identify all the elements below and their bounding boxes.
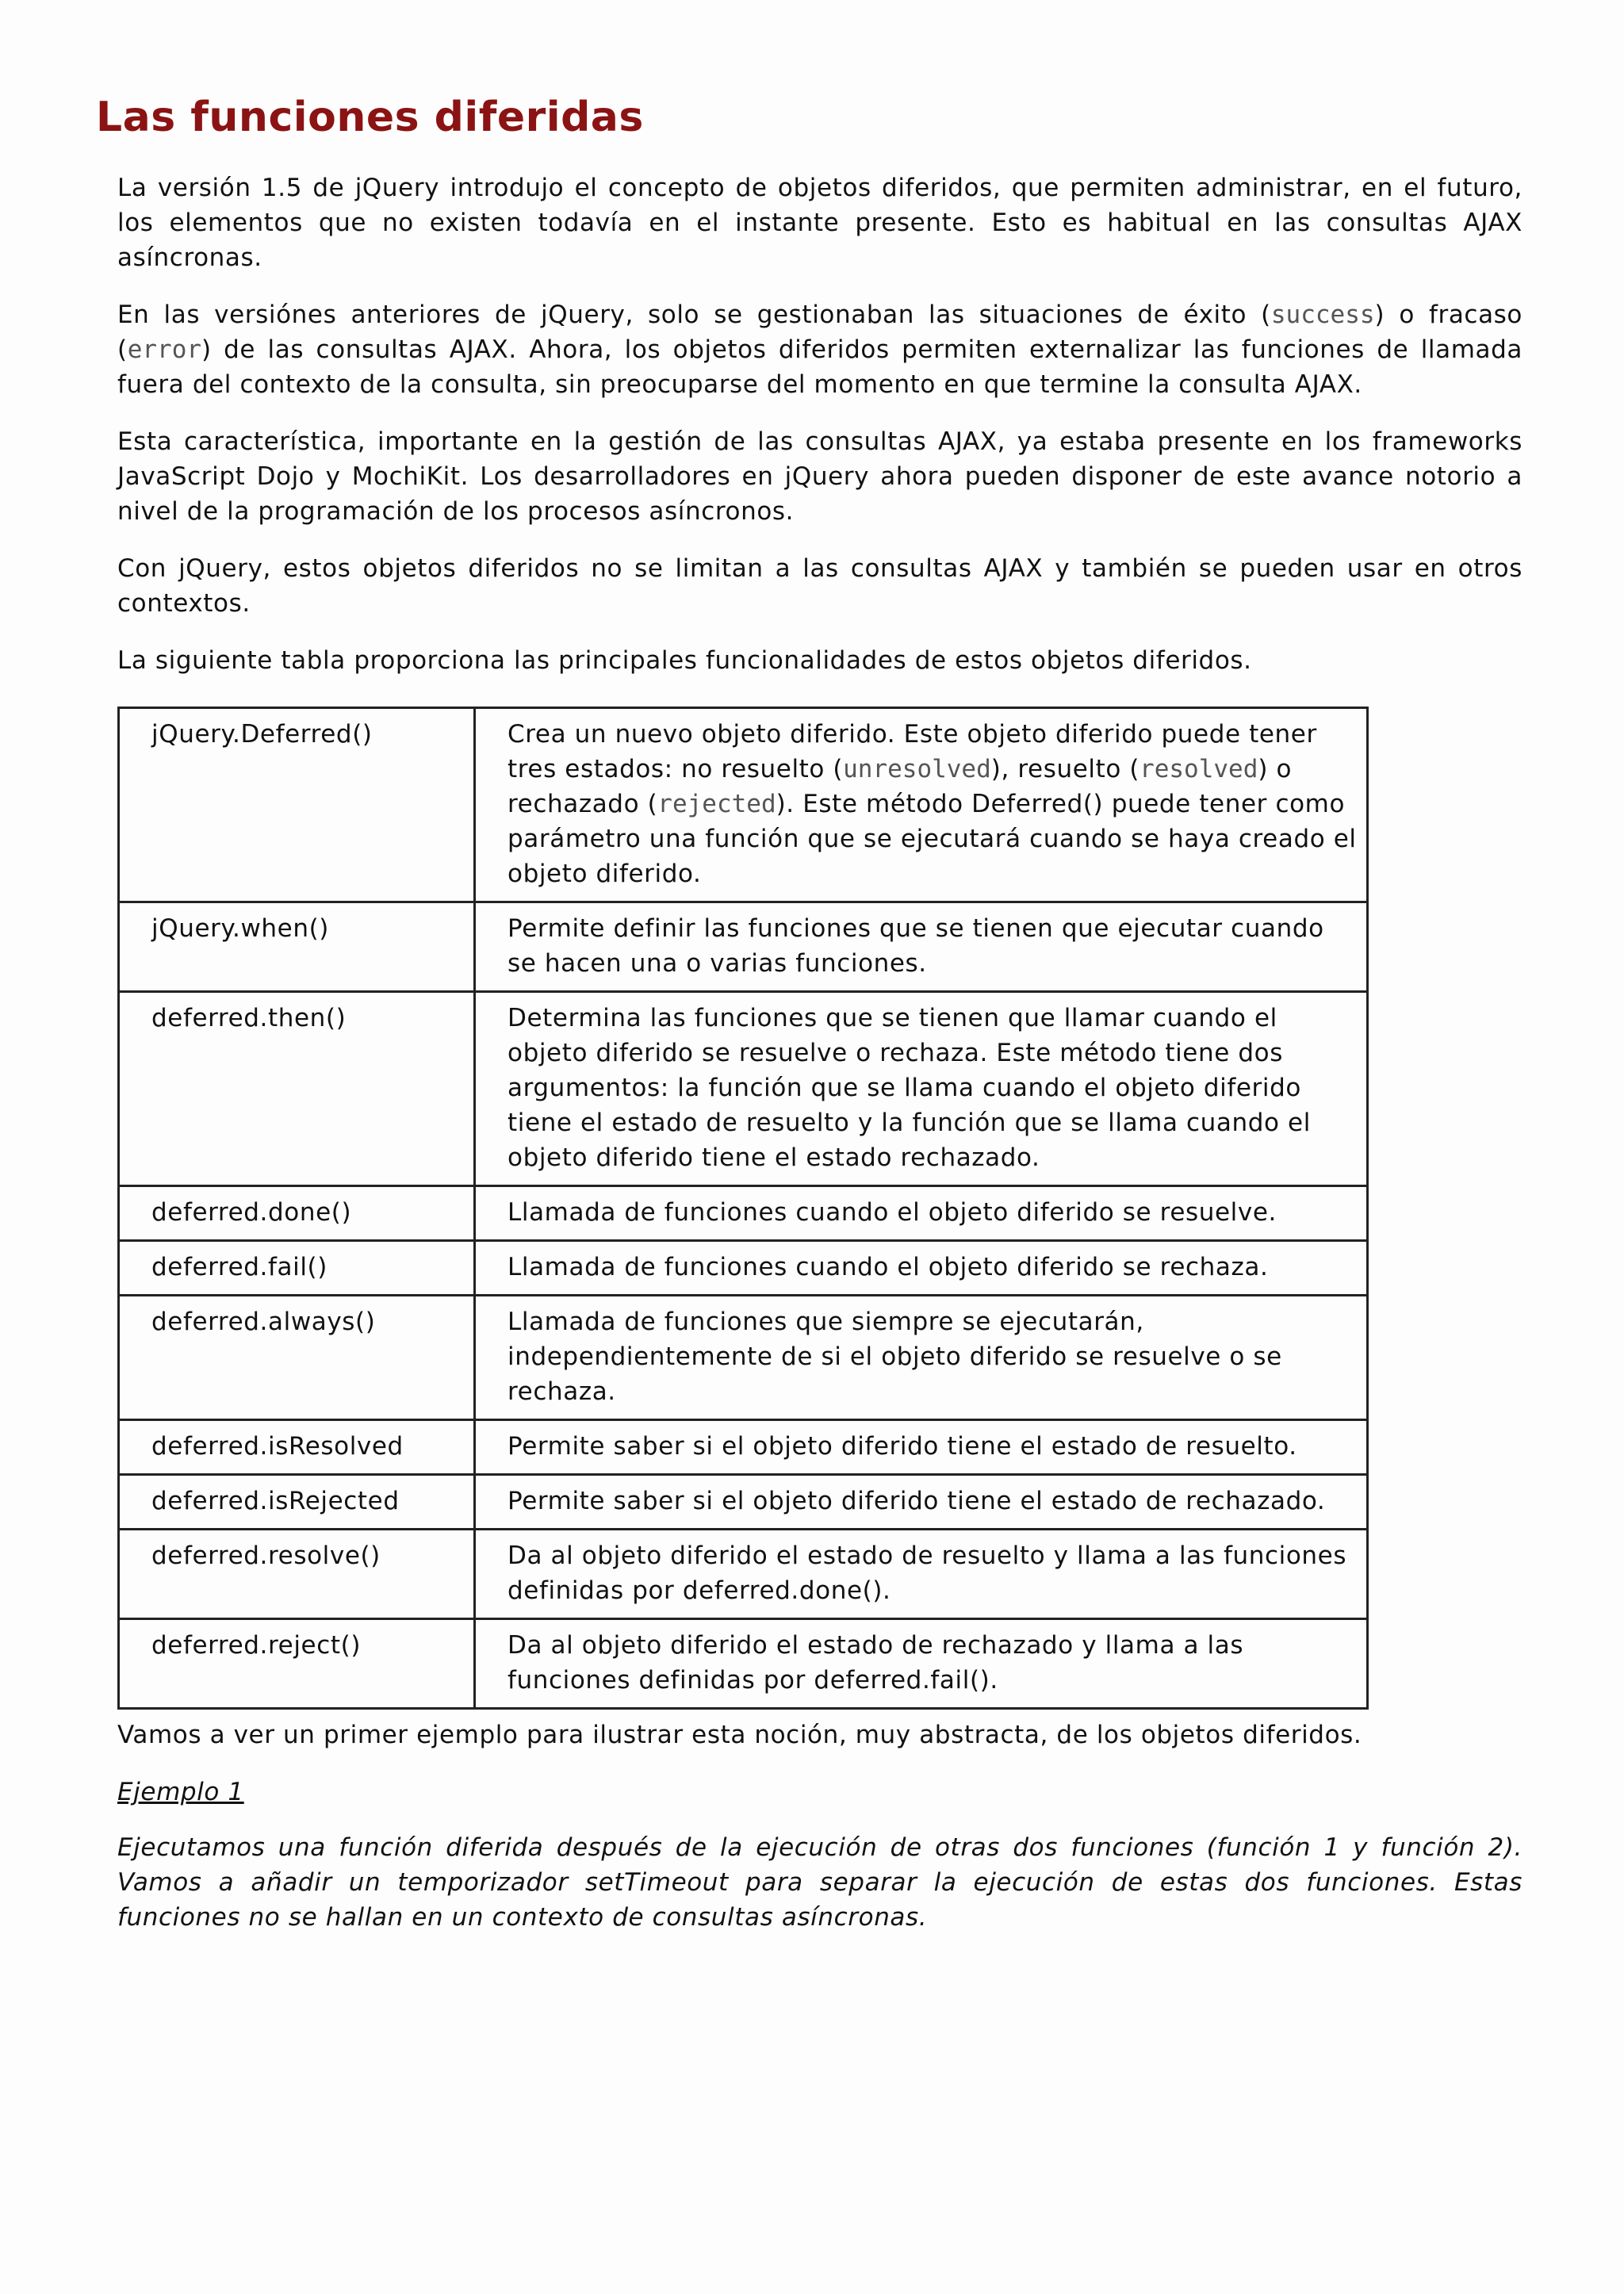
function-name-cell: deferred.resolve() xyxy=(119,1530,475,1619)
function-name-cell: deferred.isResolved xyxy=(119,1420,475,1475)
table-row xyxy=(119,1296,1368,1420)
code-rejected: rejected xyxy=(657,790,776,818)
function-description-cell: Permite saber si el objeto diferido tiene el estado de rechazado. xyxy=(475,1475,1368,1530)
function-name-cell: deferred.then() xyxy=(119,992,475,1186)
page-title: Las funciones diferidas xyxy=(96,94,644,141)
code-resolved: resolved xyxy=(1139,755,1258,783)
function-description-cell xyxy=(475,708,1368,902)
function-name-cell: jQuery.when() xyxy=(119,902,475,992)
function-name-cell: deferred.reject() xyxy=(119,1619,475,1709)
function-description-cell: Llamada de funciones cuando el objeto diferido se rechaza. xyxy=(475,1241,1368,1296)
function-name-cell: jQuery.Deferred() xyxy=(119,708,475,902)
table-row xyxy=(119,1530,1368,1619)
text-span: ) o fracaso ( xyxy=(117,301,1522,364)
table-row xyxy=(119,1475,1368,1530)
text-span: ). Este método Deferred() puede tener como parámetro una función que se ejecutará cuando se haya creado el objeto diferido. xyxy=(508,790,1357,888)
contexts-paragraph: Con jQuery, estos objetos diferidos no se limitan a las consultas AJAX y también se pueden usar en otros contextos. xyxy=(117,554,1522,618)
function-name-cell: deferred.always() xyxy=(119,1296,475,1420)
code-unresolved: unresolved xyxy=(843,755,991,783)
function-description-cell: Llamada de funciones que siempre se ejecutarán, independientemente de si el objeto diferido se resuelve o se rechaza. xyxy=(475,1296,1368,1420)
function-name-cell: deferred.done() xyxy=(119,1186,475,1241)
function-description-cell: Da al objeto diferido el estado de rechazado y llama a las funciones definidas por deferred.fail(). xyxy=(475,1619,1368,1709)
text-span: ) de las consultas AJAX. Ahora, los objetos diferidos permiten externalizar las funciones de llamada fuera del contexto de la consulta, sin preocuparse del momento en que termine la consulta AJAX. xyxy=(117,335,1522,399)
table-row xyxy=(119,1619,1368,1709)
example-intro-paragraph: Vamos a ver un primer ejemplo para ilustrar esta noción, muy abstracta, de los objetos diferidos. xyxy=(117,1721,1362,1749)
table-intro-paragraph: La siguiente tabla proporciona las principales funcionalidades de estos objetos diferidos. xyxy=(117,646,1252,675)
previous-versions-paragraph xyxy=(117,297,1522,402)
function-description-cell: Determina las funciones que se tienen que llamar cuando el objeto diferido se resuelve o rechaza. Este método tiene dos argumentos: la función que se llama cuando el objeto diferido tiene el estado de resuelto y la función que se llama cuando el objeto diferido tiene el estado rechazado. xyxy=(475,992,1368,1186)
function-description-cell: Permite saber si el objeto diferido tiene el estado de resuelto. xyxy=(475,1420,1368,1475)
text-span: ) o rechazado ( xyxy=(508,755,1293,818)
function-name-cell: deferred.isRejected xyxy=(119,1475,475,1530)
example-label: Ejemplo 1 xyxy=(117,1778,244,1806)
table-row xyxy=(119,902,1368,992)
code-error: error xyxy=(127,335,202,364)
table-row xyxy=(119,708,1368,902)
example-description-paragraph: Ejecutamos una función diferida después de la ejecución de otras dos funciones (función 1 y función 2). Vamos a añadir un temporizador setTimeout para separar la ejecución de estas dos funciones. Estas funciones no se hallan en un contexto de consultas asíncronas. xyxy=(117,1833,1522,1932)
table-row xyxy=(119,1186,1368,1241)
function-name-cell: deferred.fail() xyxy=(119,1241,475,1296)
function-description-cell: Da al objeto diferido el estado de resuelto y llama a las funciones definidas por deferred.done(). xyxy=(475,1530,1368,1619)
intro-paragraph: La versión 1.5 de jQuery introdujo el concepto de objetos diferidos, que permiten administrar, en el futuro, los elementos que no existen todavía en el instante presente. Esto es habitual en las consultas AJAX asíncronas. xyxy=(117,174,1522,272)
table-row xyxy=(119,992,1368,1186)
code-success: success xyxy=(1270,301,1375,329)
text-span: En las versiónes anteriores de jQuery, solo se gestionaban las situaciones de éxito ( xyxy=(117,301,1271,329)
text-span: Crea un nuevo objeto diferido. Este objeto diferido puede tener tres estados: no resuelto ( xyxy=(508,720,1317,783)
frameworks-paragraph: Esta característica, importante en la gestión de las consultas AJAX, ya estaba presente en los frameworks JavaScript Dojo y MochiKit. Los desarrolladores en jQuery ahora pueden disponer de este avance notorio a nivel de la programación de los procesos asíncronos. xyxy=(117,427,1522,526)
table-row xyxy=(119,1241,1368,1296)
table-row xyxy=(119,1420,1368,1475)
function-description-cell: Llamada de funciones cuando el objeto diferido se resuelve. xyxy=(475,1186,1368,1241)
text-span: ), resuelto ( xyxy=(990,755,1140,783)
deferred-functions-table xyxy=(117,707,1369,1710)
document-body xyxy=(117,170,1522,1957)
function-description-cell: Permite definir las funciones que se tienen que ejecutar cuando se hacen una o varias funciones. xyxy=(475,902,1368,992)
